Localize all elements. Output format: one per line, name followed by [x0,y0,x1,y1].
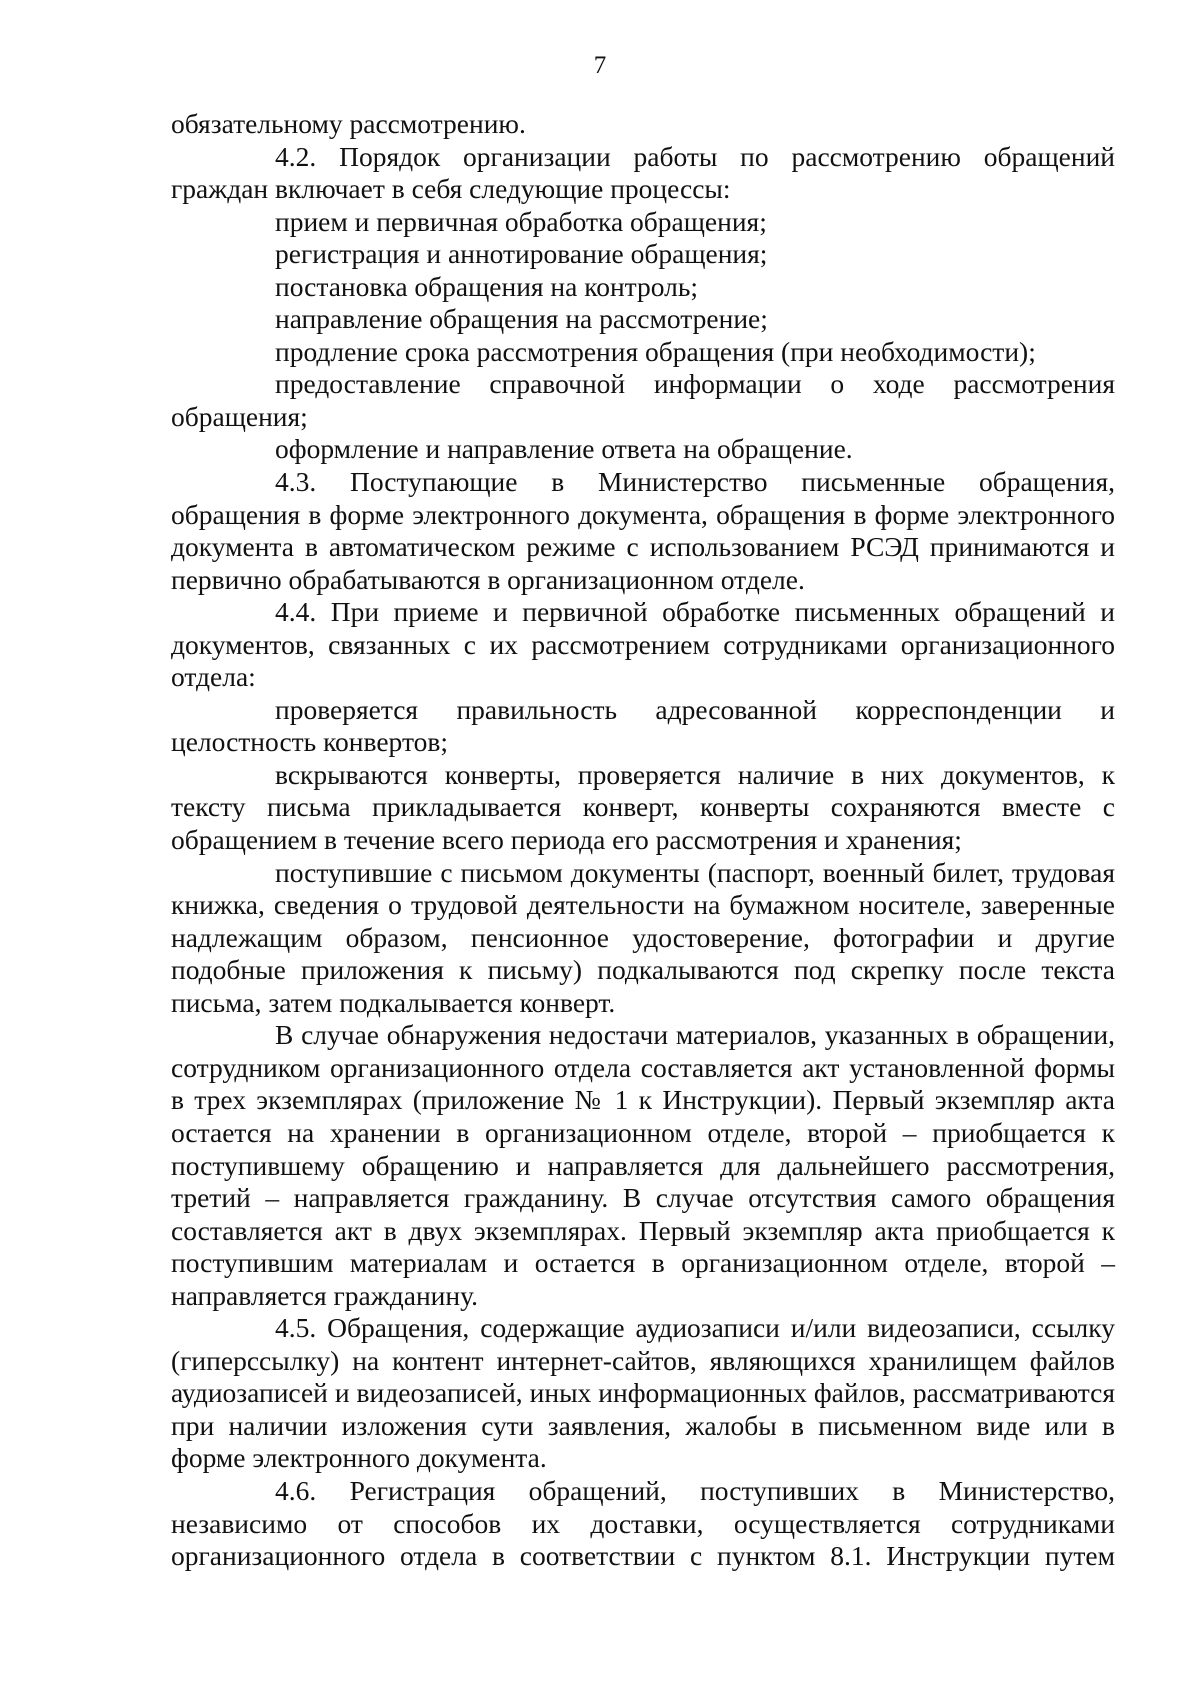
paragraph: 4.6. Регистрация обращений, поступивших в Министерство, независимо от способов их доставки, осуществляется сотрудниками организационного отдела в соответствии с пунктом 8.1. Инструкции путем [171,1474,1115,1572]
paragraph: прием и первичная обработка обращения; [275,205,767,237]
paragraph: поступившие с письмом документы (паспорт, военный билет, трудовая книжка, сведения о трудовой деятельности на бумажном носителе, заверенные надлежащим образом, пенсионное удостоверение, фотографии и другие подобные приложения к письму) подкалываются под скрепку после текста письма, затем подкалывается конверт. [171,856,1115,1018]
paragraph: постановка обращения на контроль; [275,270,699,302]
document-body [171,108,1115,1573]
paragraph: 4.4. При приеме и первичной обработке письменных обращений и документов, связанных с их рассмотрением сотрудниками организационного отдела: [171,596,1115,693]
paragraph: предоставление справочной информации о ходе рассмотрения обращения; [171,368,1115,432]
paragraph: 4.2. Порядок организации работы по рассмотрению обращений граждан включает в себя следующие процессы: [171,140,1115,205]
paragraph: 4.5. Обращения, содержащие аудиозаписи и/или видеозаписи, ссылку (гиперссылку) на контент интернет-сайтов, являющихся хранилищем файлов аудиозаписей и видеозаписей, иных информационных файлов, рассматриваются при наличии изложения сути заявления, жалобы в письменном виде или в форме электронного документа. [171,1312,1115,1474]
paragraph: вскрываются конверты, проверяется наличие в них документов, к тексту письма прикладывается конверт, конверты сохраняются вместе с обращением в течение всего периода его рассмотрения и хранения; [171,758,1115,856]
paragraph: продление срока рассмотрения обращения (при необходимости); [275,335,1036,367]
paragraph: В случае обнаружения недостачи материалов, указанных в обращении, сотрудником организационного отдела составляется акт установленной формы в трех экземплярах (приложение № 1 к Инструкции). Первый экземпляр акта остается на хранении в организационном отделе, второй – приобщается к поступившему обращению и направляется для дальнейшего рассмотрения, третий – направляется гражданину. В случае отсутствия самого обращения составляется акт в двух экземплярах. Первый экземпляр акта приобщается к поступившим материалам и остается в организационном отделе, второй – направляется гражданину. [171,1019,1115,1311]
page-number: 7 [593,52,607,79]
paragraph: оформление и направление ответа на обращение. [275,433,853,465]
paragraph: обязательному рассмотрению. [171,108,526,139]
paragraph: проверяется правильность адресованной корреспонденции и целостность конвертов; [171,693,1115,758]
paragraph: регистрация и аннотирование обращения; [275,238,768,270]
paragraph: направление обращения на рассмотрение; [275,303,768,335]
paragraph: 4.3. Поступающие в Министерство письменные обращения, обращения в форме электронного документа, обращения в форме электронного документа в автоматическом режиме с использованием РСЭД принимаются и первично обрабатываются в организационном отделе. [171,466,1115,595]
